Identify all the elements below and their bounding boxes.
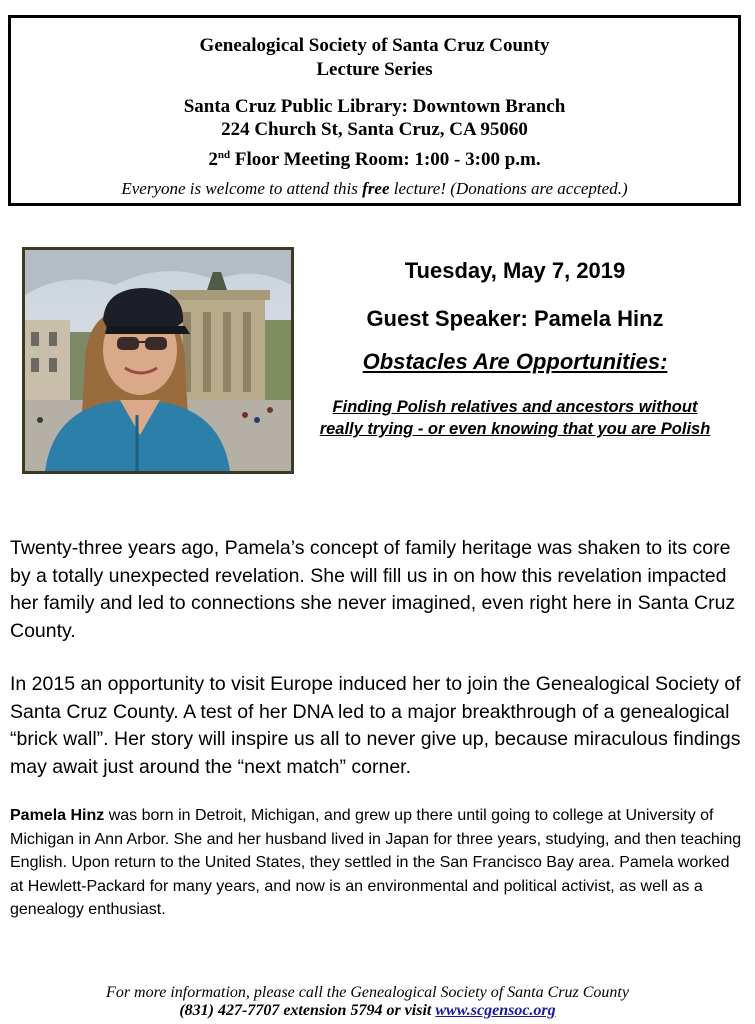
header-box — [8, 15, 741, 206]
paragraph-dna: In 2015 an opportunity to visit Europe induced her to join the Genealogical Society of Santa Cruz County. A test of her DNA led to a major breakthrough of a genealogical “brick wall”. Her story will inspire us all to never give up, because miraculous findings may await just around the “next match” corner. — [10, 673, 741, 778]
talk-title: Obstacles Are Opportunities: — [362, 349, 668, 374]
welcome-free: free — [362, 179, 390, 198]
series-name: Lecture Series — [316, 59, 433, 80]
bio-text: was born in Detroit, Michigan, and grew up there until going to college at University of Michigan in Ann Arbor. She and her husband lived in Japan for three years, studying, and then teaching English. Upon return to the United States, they settled in the San Francisco Bay area. Pamela worked at Hewlett-Packard for many years, and now is an environmental and political activist, as well as a genealogy enthusiast. — [10, 807, 742, 918]
floor-suffix: nd — [217, 149, 231, 161]
paragraph-intro: Twenty-three years ago, Pamela’s concept of family heritage was shaken to its core by a totally unexpected revelation. She will fill us in on how this revelation impacted her family and led to connections she never imagined, even right here in Santa Cruz County. — [10, 537, 736, 642]
footer-info: For more information, please call the Genealogical Society of Santa Cruz County — [106, 984, 629, 1001]
venue: Santa Cruz Public Library: Downtown Branch — [183, 96, 566, 117]
org-name: Genealogical Society of Santa Cruz County — [199, 35, 550, 56]
footer-contact — [0, 1001, 735, 1021]
event-date: Tuesday, May 7, 2019 — [404, 258, 626, 283]
footer-phone: (831) 427-7707 extension 5794 or visit — [179, 1002, 436, 1019]
room-time-text: Floor Meeting Room: 1:00 - 3:00 p.m. — [230, 149, 541, 170]
floor-number: 2 — [208, 149, 218, 170]
talk-subtitle: Finding Polish relatives and ancestors without really trying - or even knowing that you are Polish — [319, 398, 711, 438]
guest-speaker: Guest Speaker: Pamela Hinz — [366, 306, 664, 331]
room-time — [11, 149, 738, 171]
welcome-post: lecture! (Donations are accepted.) — [389, 179, 628, 198]
bio-name: Pamela Hinz — [10, 807, 105, 824]
welcome-pre: Everyone is welcome to attend this — [121, 179, 363, 198]
speaker-photo — [22, 247, 294, 474]
speaker-bio — [10, 804, 745, 922]
address: 224 Church St, Santa Cruz, CA 95060 — [221, 119, 528, 140]
welcome-line — [11, 178, 738, 200]
website-link[interactable]: www.scgensoc.org — [435, 1002, 556, 1019]
